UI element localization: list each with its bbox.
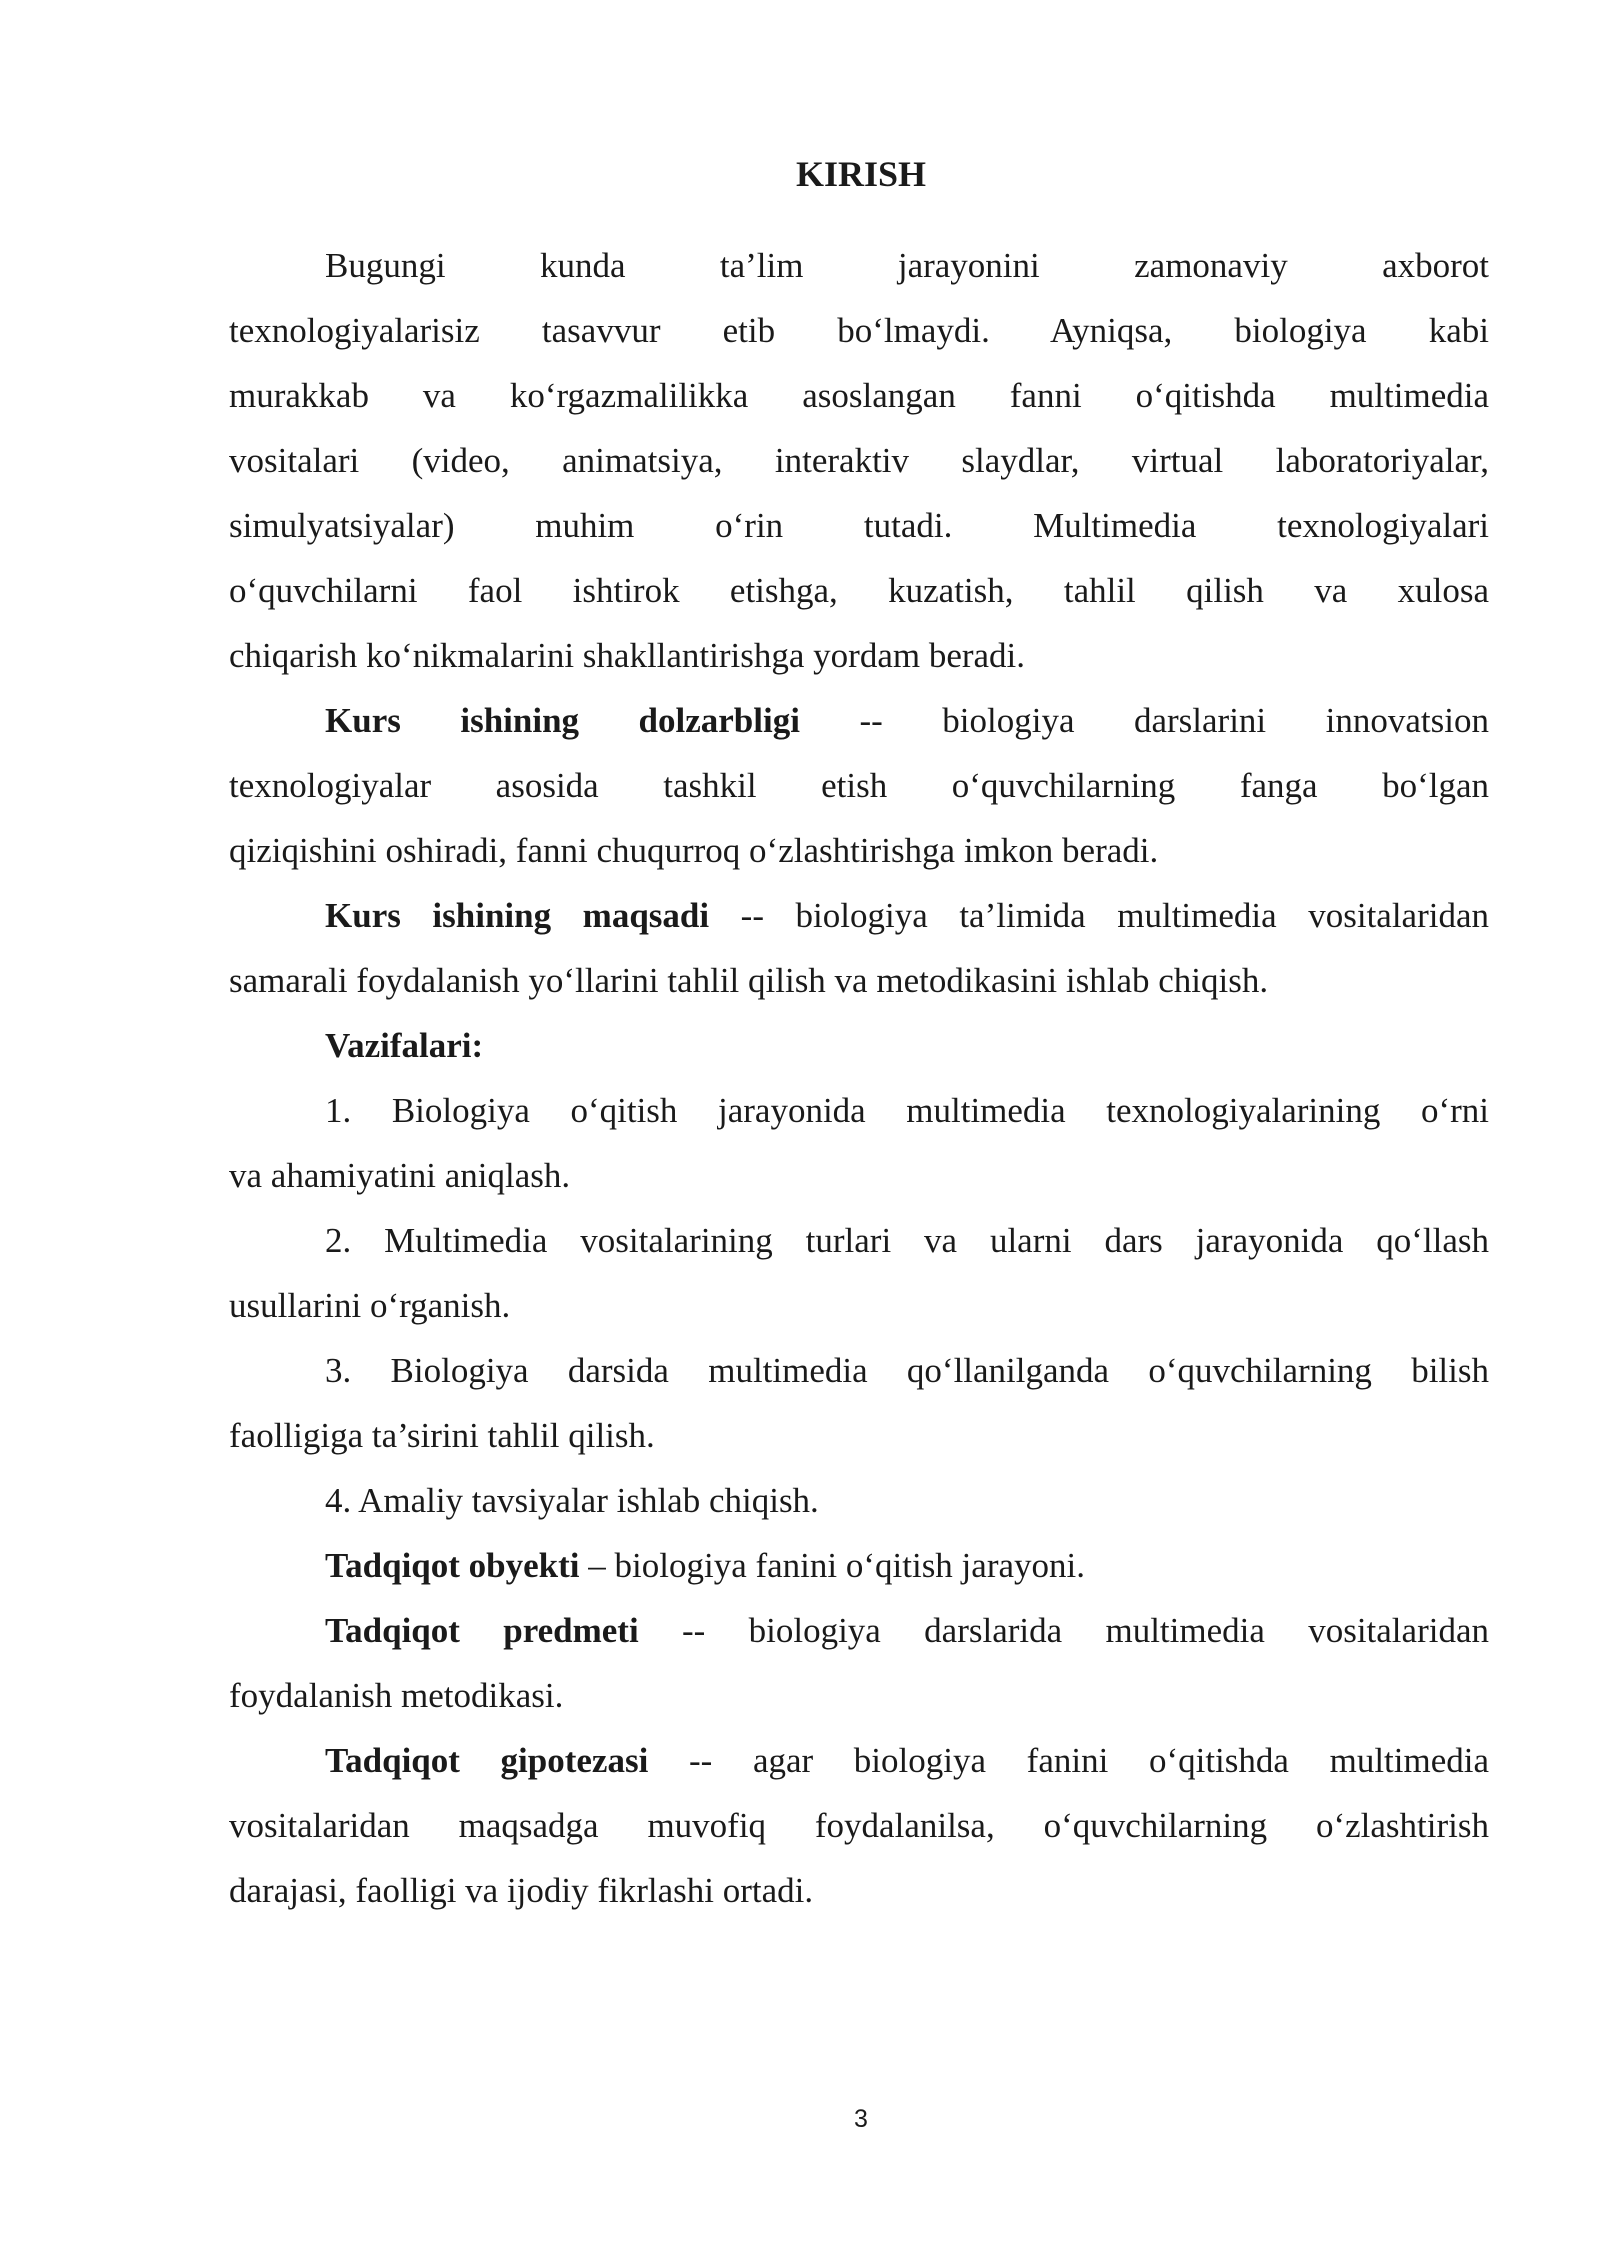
relevance-paragraph (229, 688, 1489, 883)
line-text: 2. Multimedia vositalarining turlari va ularni dars jarayonida qo‘llash (325, 1221, 1489, 1260)
text-line (229, 1208, 1489, 1273)
task-3 (229, 1338, 1489, 1468)
text-line (229, 753, 1489, 818)
text-line (229, 1793, 1489, 1858)
line-text: vositalaridan maqsadga muvofiq foydalanilsa, o‘quvchilarning o‘zlashtirish (229, 1806, 1489, 1845)
text-line (229, 1728, 1489, 1793)
line-text: texnologiyalar asosida tashkil etish o‘quvchilarning fanga bo‘lgan (229, 766, 1489, 805)
page-number: 3 (854, 2105, 868, 2133)
line-text: o‘quvchilarni faol ishtirok etishga, kuzatish, tahlil qilish va xulosa (229, 571, 1489, 610)
task-2 (229, 1208, 1489, 1338)
text-line (229, 1143, 1489, 1208)
page-title: KIRISH (795, 154, 927, 194)
line-text: -- biologiya darslarida multimedia vositalaridan (638, 1611, 1489, 1650)
bold-term: Vazifalari: (325, 1026, 484, 1065)
line-text: 3. Biologiya darsida multimedia qo‘llanilganda o‘quvchilarning bilish (325, 1351, 1489, 1390)
text-line (229, 1013, 1489, 1078)
text-line (229, 948, 1489, 1013)
line-text: -- biologiya ta’limida multimedia vositalaridan (709, 896, 1489, 935)
line-text: simulyatsiyalar) muhim o‘rin tutadi. Multimedia texnologiyalari (229, 506, 1489, 545)
text-line (229, 688, 1489, 753)
text-line (229, 623, 1489, 688)
task-4 (229, 1468, 1489, 1533)
text-line (229, 818, 1489, 883)
text-line (229, 1078, 1489, 1143)
bold-term: Kurs ishining dolzarbligi (325, 701, 800, 740)
line-text: -- agar biologiya fanini o‘qitishda multimedia (648, 1741, 1490, 1780)
bold-term: Tadqiqot obyekti (325, 1546, 580, 1585)
line-text: samarali foydalanish yo‘llarini tahlil qilish va metodikasini ishlab chiqish. (229, 961, 1269, 1000)
research-subject-paragraph (229, 1598, 1489, 1728)
line-text: texnologiyalarisiz tasavvur etib bo‘lmaydi. Ayniqsa, biologiya kabi (229, 311, 1489, 350)
intro-paragraph (229, 233, 1489, 688)
line-text: chiqarish ko‘nikmalarini shakllantirishga yordam beradi. (229, 636, 1026, 675)
bold-term: Tadqiqot gipotezasi (325, 1741, 649, 1780)
line-text: 1. Biologiya o‘qitish jarayonida multimedia texnologiyalarining o‘rni (325, 1091, 1489, 1130)
text-line (229, 428, 1489, 493)
text-line (229, 1858, 1489, 1923)
task-1 (229, 1078, 1489, 1208)
text-line (229, 493, 1489, 558)
research-object-paragraph (229, 1533, 1489, 1598)
tasks-heading (229, 1013, 1489, 1078)
text-line (229, 1663, 1489, 1728)
line-text: -- biologiya darslarini innovatsion (799, 701, 1489, 740)
line-text: faolligiga ta’sirini tahlil qilish. (229, 1416, 655, 1455)
text-line (229, 558, 1489, 623)
text-line (229, 1403, 1489, 1468)
document-body (229, 233, 1489, 1923)
line-text: 4. Amaliy tavsiyalar ishlab chiqish. (325, 1481, 819, 1520)
text-line (229, 363, 1489, 428)
text-line (229, 1468, 1489, 1533)
text-line (229, 1533, 1489, 1598)
text-line (229, 1338, 1489, 1403)
line-text: usullarini o‘rganish. (229, 1286, 511, 1325)
bold-term: Kurs ishining maqsadi (325, 896, 710, 935)
text-line (229, 233, 1489, 298)
line-text: va ahamiyatini aniqlash. (229, 1156, 571, 1195)
line-text: darajasi, faolligi va ijodiy fikrlashi ortadi. (229, 1871, 814, 1910)
text-line (229, 298, 1489, 363)
line-text: murakkab va ko‘rgazmalilikka asoslangan fanni o‘qitishda multimedia (229, 376, 1489, 415)
line-text: vositalari (video, animatsiya, interaktiv slaydlar, virtual laboratoriyalar, (229, 441, 1489, 480)
goal-paragraph (229, 883, 1489, 1013)
research-hypothesis-paragraph (229, 1728, 1489, 1923)
text-line (229, 1598, 1489, 1663)
line-text: – biologiya fanini o‘qitish jarayoni. (579, 1546, 1085, 1585)
text-line (229, 1273, 1489, 1338)
line-text: foydalanish metodikasi. (229, 1676, 564, 1715)
line-text: qiziqishini oshiradi, fanni chuqurroq o‘zlashtirishga imkon beradi. (229, 831, 1159, 870)
text-line (229, 883, 1489, 948)
bold-term: Tadqiqot predmeti (325, 1611, 639, 1650)
line-text: Bugungi kunda ta’lim jarayonini zamonaviy axborot (325, 246, 1489, 285)
